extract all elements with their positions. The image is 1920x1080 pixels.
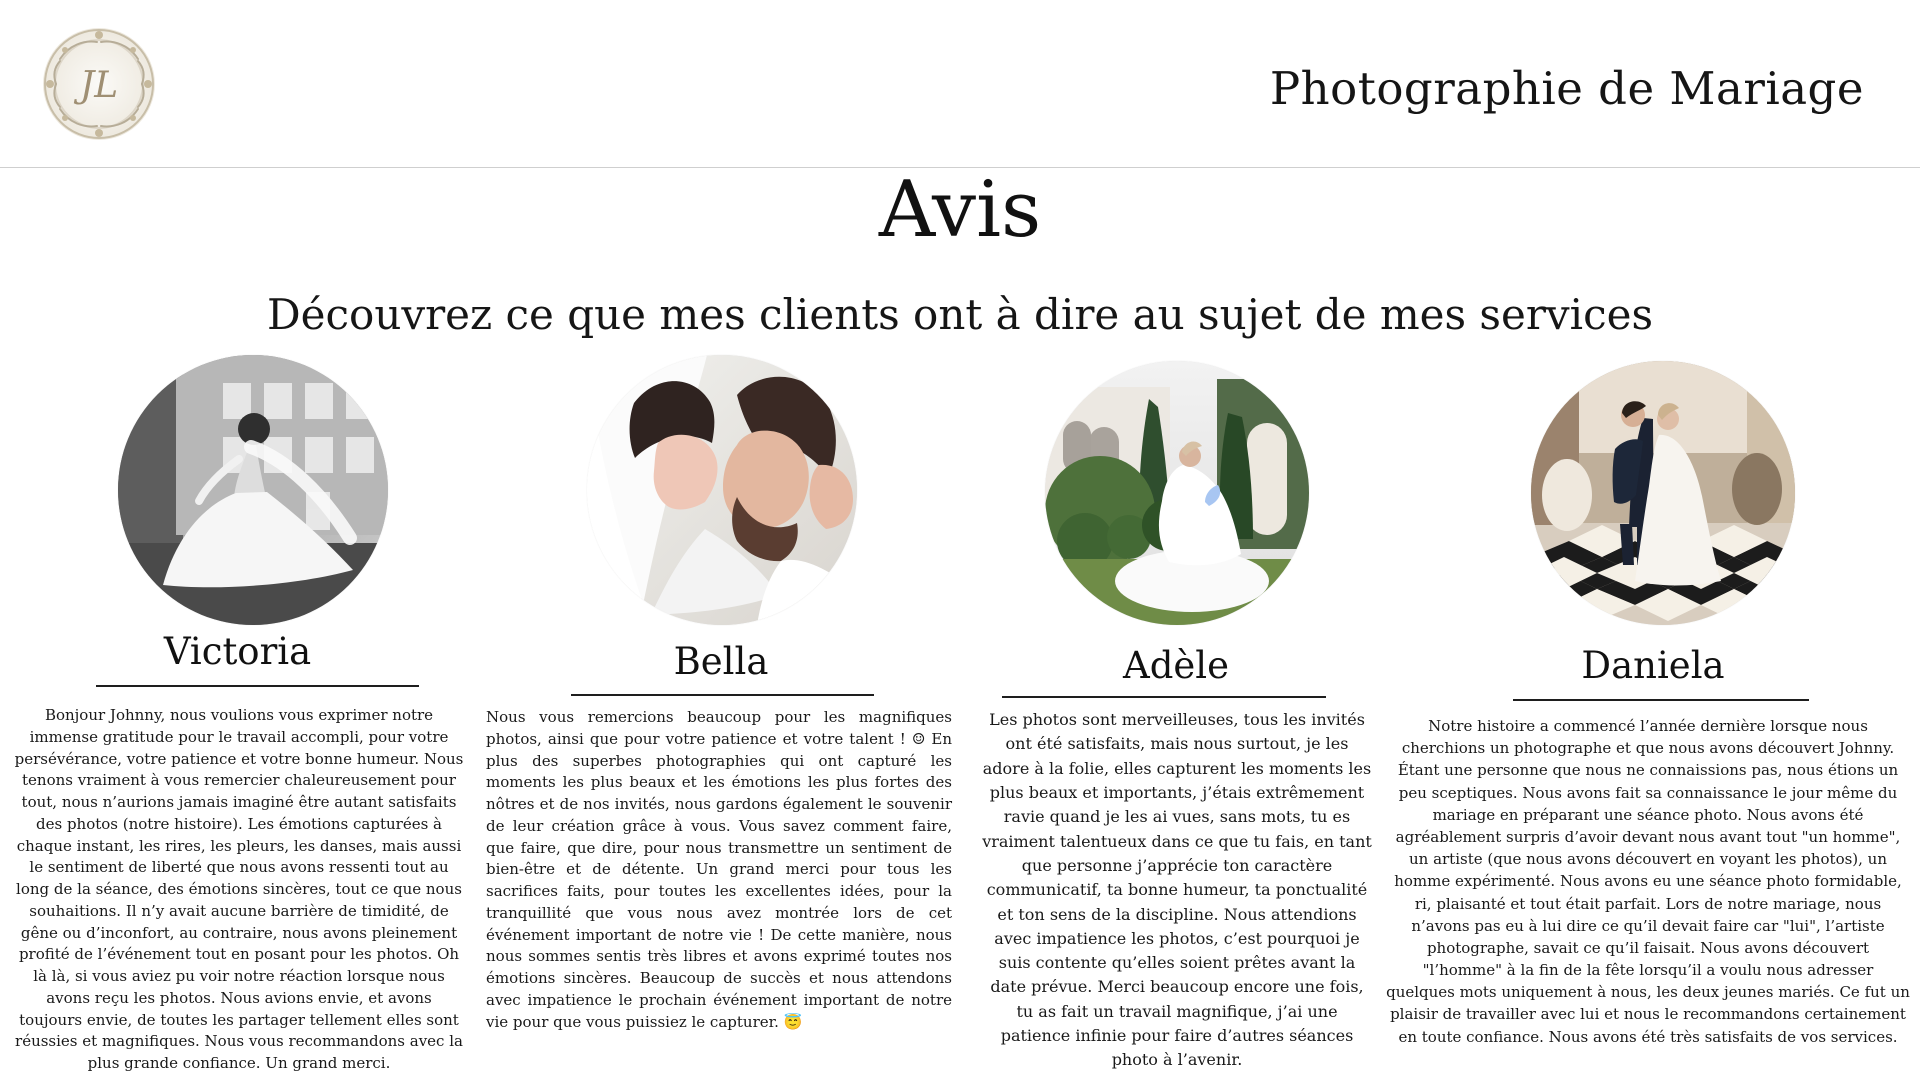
review-name-daniela: Daniela	[1581, 644, 1725, 687]
brand-logo-icon[interactable]	[39, 24, 159, 144]
svg-text:JL: JL	[79, 65, 119, 106]
review-divider-bella	[571, 694, 874, 696]
review-text-victoria: Bonjour Johnny, nous voulions vous exprimer notre immense gratitude pour le travail accompli, pour votre persévérance, votre patience et votre bonne humeur. Nous tenons vraiment à vous remercier chaleureusement pour tout, nous n’aurions jamais imaginé être autant satisfaits des photos (notre histoire). Les émotions capturées à chaque instant, les rires, les pleurs, les danses, mais aussi le sentiment de liberté que nous avons ressenti tout au long de la séance, des émotions sincères, tout ce que nous souhaitions. Il n’y avait aucune barrière de timidité, de gêne ou d’inconfort, au contraire, nous avons pleinement profité de l’événement tout en posant pour les photos. Oh là là, si vous aviez pu voir notre réaction lorsque nous avons reçu les photos. Nous avions envie, et avons toujours envie, de toutes les partager tellement elles sont réussies et magnifiques. Nous vous recommandons avec la plus grande confiance. Un grand merci.	[14, 706, 464, 1072]
review-card-daniela	[1386, 355, 1920, 1075]
reviews-page	[0, 165, 1920, 1080]
review-photo-victoria	[118, 355, 388, 625]
review-text-adele: Les photos sont merveilleuses, tous les invités ont été satisfaits, mais nous surtout, je les adore à la folie, elles capturent les moments les plus beaux et importants, j’étais extrêmement ravie quand je les ai vues, sans mots, tu es vraiment talentueux dans ce que tu fais, en tant que personne j’apprécie ton caractère communicatif, ta bonne humeur, ta ponctualité et ton sens de la discipline. Nous attendions avec impatience les photos, c’est pourquoi je suis contente qu’elles soient prêtes avant la date prévue. Merci beaucoup encore une fois, tu as fait un travail magnifique, j’ai une patience infinie pour faire d’autres séances photo à l’avenir.	[982, 710, 1372, 1070]
review-name-adele: Adèle	[1122, 644, 1230, 687]
page-title: Avis	[878, 165, 1042, 255]
review-text-daniela: Notre histoire a commencé l’année dernière lorsque nous cherchions un photographe et que nous avons découvert Johnny. Étant une personne que nous ne connaissions pas, nous étions un peu sceptiques. Nous avons fait sa connaissance le jour même du mariage en préparant une séance photo. Nous avons été agréablement surpris d’avoir devant nous avant tout "un homme", un artiste (que nous avons découvert en voyant les photos), un homme expérimenté. Nous avons eu une séance photo formidable, ri, plaisanté et tout était parfait. Lors de notre mariage, nous n’avons pas eu à lui dire ce qu’il devait faire car "lui", l’artiste photographe, savait ce qu’il faisait. Nous avons découvert "l’homme" à la fin de la fête lorsqu’il a voulu nous adresser quelques mots uniquement à nous, les deux jeunes mariés. Ce fut un plaisir de travailler avec lui et nous le recommandons certainement en toute confiance. Nous avons été très satisfaits de vos services.	[1386, 717, 1910, 1046]
review-name-victoria: Victoria	[163, 630, 312, 673]
review-card-adele	[966, 355, 1386, 1075]
review-divider-victoria	[96, 685, 419, 687]
review-card-bella	[476, 355, 966, 1075]
review-name-bella: Bella	[673, 640, 769, 683]
review-text-bella: Nous vous remercions beaucoup pour les magnifiques photos, ainsi que pour votre patience et votre talent ! ☺ En plus des superbes photographies qui ont capturé les moments les plus beaux et les émotions les plus fortes des nôtres et de nos invités, nous gardons également le souvenir de leur création grâce à vous. Vous savez comment faire, que faire, que dire, pour nous transmettre un sentiment de bien-être et de détente. Un grand merci pour tous les sacrifices faits, pour toutes les excellentes idées, pour la tranquillité que vous nous avez montrée lors de cet événement important de notre vie ! De cette manière, nous nous sommes sentis très libres et avons exprimé toutes nos émotions sincères. Beaucoup de succès et nous attendons avec impatience le prochain événement important de notre vie pour que vous puissiez le capturer. 😇	[486, 708, 952, 1031]
review-card-victoria	[0, 355, 475, 1075]
review-photo-daniela	[1531, 361, 1795, 625]
review-photo-bella	[587, 355, 857, 625]
review-divider-daniela	[1513, 699, 1809, 701]
page-subtitle: Découvrez ce que mes clients ont à dire au sujet de mes services	[266, 290, 1654, 339]
review-photo-adele	[1045, 361, 1309, 625]
review-divider-adele	[1002, 696, 1326, 698]
site-header	[0, 0, 1920, 168]
brand-title: Photographie de Mariage	[1269, 62, 1864, 115]
